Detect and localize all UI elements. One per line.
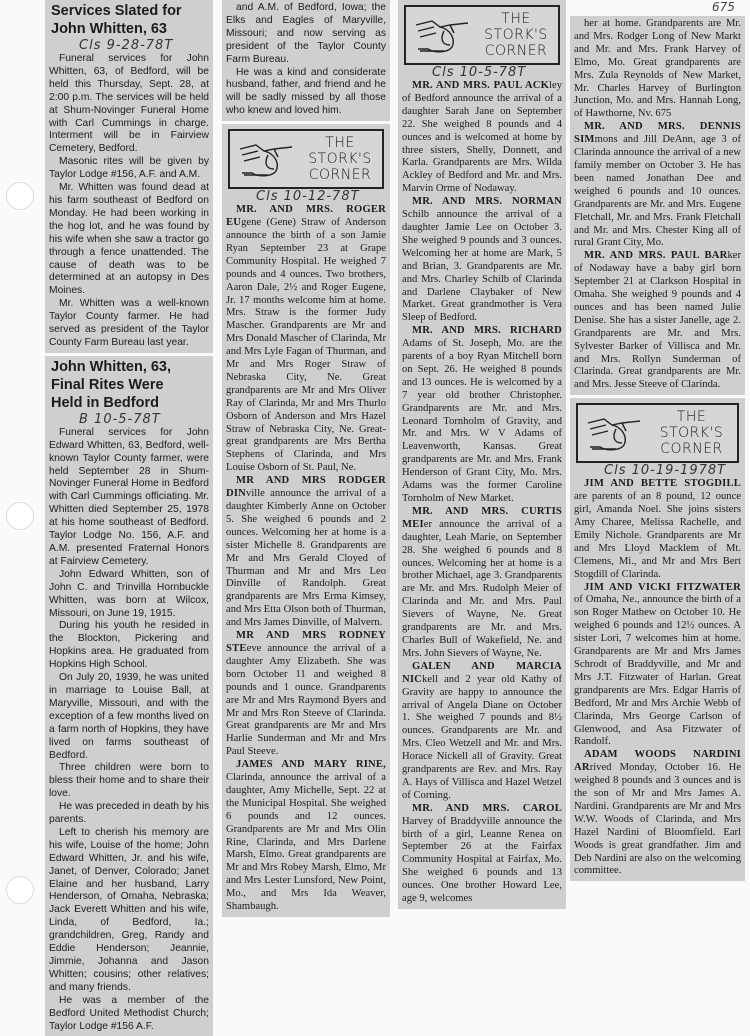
handwritten-date: Cls 10-12-78T [256, 189, 360, 205]
paragraph [49, 801, 209, 827]
column-4-clippings [570, 16, 745, 881]
paragraph-text: er announce the arrival of a daughter, Leah Marie, on September 28. She weighed 6 pounds and 8 ounces. Welcoming her at home is a brother Michael, age 3. Grandparents are Mr. and Mrs. Rudolph Meier of Clarinda and Mr. and Mrs. Paul Sievers of Wayne, Ne. Great grandparents are Mr. and Mrs. Charles Bull of Wakefield, Ne. and Mrs. John Sievers of Wayne, Ne. [402, 518, 562, 659]
binder-hole [6, 182, 34, 210]
paragraph-text: and A.M. of Bedford, Iowa; the Elks and Eagles of Maryville, Missouri; and now serving as president of the Taylor County Farm Bureau. [226, 2, 386, 65]
paragraph-text: her at home. Grandparents are Mr. and Mrs. Rodger Long of New Markt and Mr. and Mrs. Frank Harvey of Elmo, Mo. Great grandparents are Mrs. Zula Reynolds of New Market, Mr. Charles Harvey of Burlington Junction, Mo. and Mrs. Hannah Long, of Hawthorne, Nv. 675 [574, 18, 741, 120]
stork-icon [234, 137, 298, 181]
paragraph-lead: MR. AND MRS. ROGER EU [226, 204, 386, 229]
paragraph-text: gene (Gene) Straw of Anderson announce the birth of a son Jamie Ryan September 23 at Grape Community Hospital. He weighed 7 pounds and 4 ounces. Two brothers, Aaron Dale, 2½ and Roger Eugene, Jr. 17 months welcome him at home. Mrs. Straw is the former Judy Mascher. Grandparents are Mr and Mrs Donald Mascher of Clarinda, Mr and Mrs Lyle Fagan of Thurman, and Mr and Mrs Roger Straw of Nebraska City, Ne. Great grandparents are Mr and Mrs Oliver Ray of Clarinda, Mr and Mrs Thurlo Osborn of Anderson and Mrs Hazel Straw of Nebraska City, Ne. Great-great grandparents are Mrs Bertha Stephens of Clarinda, and Mrs Louise Osborn of St. Paul, Ne. [226, 217, 386, 474]
logo-line: CORNER [308, 167, 372, 184]
paragraph [49, 427, 209, 569]
headline-line: Held in Bedford [51, 394, 159, 411]
paragraph-text: eve announce the arrival of a daughter Amy Elizabeth. She was born October 11 and weighed 8 pounds and 1 ounce. Grandparents are Mr and Mrs Raymond Byers and Mr and Mrs Ron Steeve of Clarinda. Great grandparents are Mr and Mrs Harlie Sunderman and Mr and Mrs Paul Steeve. [226, 642, 386, 758]
paragraph-lead: MR. AND MRS. PAUL ACK [412, 80, 550, 91]
paragraph [574, 250, 741, 392]
paragraph-lead: MR AND MRS RODNEY STE [226, 630, 386, 654]
paragraph-text: Three children were born to bless their home and to share their love. [49, 762, 209, 800]
paragraph [226, 475, 386, 630]
article-body [49, 427, 209, 1034]
paragraph [402, 506, 562, 661]
paragraph [49, 827, 209, 995]
paragraph-text: Funeral services for John Edward Whitten, 63, Bedford, well-known Taylor County farmer, were held September 28 in Shum-Novinger Funeral Home in Bedford with Carl Cummings officiating. Mr. Whitten died September 25, 1978 at his home southeast of Bedford. Taylor Lodge No. 156, A.F. and A.M. presented Fraternal Honors at Fairview Cemetery. [49, 426, 209, 567]
paragraph [49, 53, 209, 156]
handwritten-date: B 10-5-78T [79, 411, 161, 427]
paragraph-text: John Edward Whitten, son of John C. and Trinvilla Hornbuckle Whitten, was born at Wilcox, Missouri, on June 19, 1915. [49, 568, 209, 619]
article-body [226, 2, 386, 118]
paragraph [49, 620, 209, 672]
paragraph [402, 196, 562, 325]
article-body [49, 53, 209, 350]
paragraph-text: kell and 2 year old Kathy of Gravity are happy to announce the arrival of Angela Diane on October 1. She weighed 7 pounds and 8½ ounces. Grandparents are Mr. and Mrs. Cleo Wetzell and Mr. and Mrs. Horace Nickell all of Gravity. Great grandparents are Rev. and Mrs. Ray A. Hays of Villisca and Hazel Wetzel of Corning. [402, 673, 562, 801]
paragraph [402, 325, 562, 506]
column-2 [222, 0, 390, 917]
paragraph [574, 121, 741, 250]
paragraph [49, 762, 209, 801]
storks-corner-clipping-2-continued [570, 16, 745, 395]
paragraph-text: rived Monday, October 16. He weighed 8 pounds and 3 ounces and is the son of Mr and Mrs James A. Nardini. Grandparents are Mr and Mrs W.W. Woods of Clarinda, and Mrs Hazel Nardini of Bloomfield. Earl Woods is great grandfather. Jim and Deb Nardini are also on the welcoming committee. [574, 762, 741, 877]
paragraph-lead: MR. AND MRS. DENNIS SIM [574, 121, 741, 146]
paragraph [402, 803, 562, 906]
paragraph-text: Funeral services for John Whitten, 63, of Bedford, will be held this Thursday, Sept. 28, at 2:00 p.m. The services will be held at Shum-Novinger Funeral Home with Carl Cummings in charge. Interment will be in Fairview Cemetery, Bedford. [49, 53, 209, 155]
headline-line: Final Rites Were [51, 376, 164, 393]
article-body [402, 80, 562, 906]
paragraph-text: mons and Jill DeAnn, age 3 of Clarinda announce the arrival of a new family member on October 3. He has been named Jonathan Dee and weighed 6 pounds and 10 ounces. Grandparents are Mr. and Mrs. Eugene Fletchall, Mr. and Mrs. Frank Fletchall and Mr. and Mrs. Chester King all of rural Grant City, Mo. [574, 134, 741, 249]
paragraph-text: Left to cherish his memory are his wife, Louise of the home; John Edward Whitten, Jr. and his wife, Janet, of Denver, Colorado; Janet Elaine and her husband, Larry Henderson, of Omaha, Nebraska; Jack Everett Whitten and his wife, Linda, of Bedford, Ia.; grandchildren, Greg, Randy and Eddie Henderson; Jeannie, Jimmie, Johanna and Jason Whitten; cousins; other relatives; and many friends. [49, 826, 209, 993]
paragraph [49, 298, 209, 350]
logo-line: STORK'S [308, 151, 372, 168]
paragraph [49, 182, 209, 298]
storks-corner-logo [404, 5, 560, 65]
column-3 [398, 0, 566, 909]
logo-line: THE [325, 135, 355, 152]
paragraph-lead: JIM AND BETTE STOGDILL [584, 478, 741, 490]
paragraph-text: Masonic rites will be given by Taylor Lodge #156, A.F. and A.M. [49, 156, 209, 181]
paragraph [49, 156, 209, 182]
handwritten-date: Cls 10-5-78T [432, 65, 527, 80]
paragraph-text: Schilb announce the arrival of a daughter Jamie Lee on October 3. She weighed 9 pounds and 3 ounces. Welcoming her at home are Mark, 5 and Brian, 3. Grandparents are Mr. and Mrs. Charley Schilb of Clarinda and Darlene Claybaker of New Market. Great grandmother is Vera Sleep of Bedford. [402, 209, 562, 324]
paragraph-text: He was a member of the Bedford United Methodist Church; Taylor Lodge #156 A.F. [49, 994, 209, 1032]
paragraph-text: are parents of an 8 pound, 12 ounce girl, Amanda Noel. She joins sisters Amy Charee, Melissa Rachelle, and Emily Nichole. Grandparents are Mr and Mrs Lloyd Macklem of Mt. Clemens, Mi., and Mr and Mrs Bert Stogdill of Clarinda. [574, 491, 741, 580]
paragraph-lead: JAMES AND MARY RINE, [236, 759, 386, 771]
handwritten-date: Cls 10-19-1978T [604, 463, 727, 479]
paragraph [226, 759, 386, 914]
paragraph-text: On July 20, 1939, he was united in marriage to Louise Ball, at Maryville, Missouri, and with the exception of a few months lived on a farm north of Hopkins, they have lived on farms southeast of Bedford. [49, 672, 209, 761]
paragraph-text: Harvey of Braddyville announce the birth of a girl, Leanne Renea on September 26 at the Fairfax Community Hospital at Fairfax, Mo. She weighed 6 pounds and 13 ounces. One brother Howard Lee, age 9, welcomes [402, 815, 562, 905]
storks-corner-clipping-2 [398, 0, 566, 909]
paragraph-text: Adams of St. Joseph, Mo. are the parents of a boy Ryan Mitchell born on Sept. 26. He weighed 8 pounds and 13 ounces. He is welcomed by a 7 year old brother Christopher. Grandparents are Mr. and Mrs. Leonard Tornholm of Gravity, and Mr. and Mrs. W V Adams of Leavenworth, Kansas. Great grandparents are Mr. and Mrs. Frank Henderson of Grant City, Mo. Mrs. Adams was the former Caroline Tornholm of New Market. [402, 338, 562, 504]
paragraph-text: He was a kind and considerate husband, father, and friend and he will be sadly missed by all those who knew and loved him. [226, 66, 386, 117]
paragraph-text: ley of Bedford announce the arrival of a daughter Sarah Jane on September 22. She weighed 8 pounds and 4 ounces and is welcomed at home by three sisters, Shelly, Donnett, and Karla. Grandparents are Mrs. Wilda Ackley of Bedford and Mr. and Mrs. Marvin Orme of Nodaway. [402, 80, 562, 195]
paragraph-text: ker of Nodaway have a baby girl born September 21 at Clarkson Hospital in Omaha. She weighed 9 pounds and 4 ounces and has been named Julie Denise. She has a sister Janelle, age 2. Grandparents are Mr. and Mrs. Sylvester Barker of Villisca and Mr. and Mrs. Rollyn Sunderman of Clarinda. Great grandparents are Mr. and Mrs. Jesse Steeve of Clarinda. [574, 250, 741, 391]
obituary-clipping-2 [45, 356, 213, 1036]
paragraph-text: He was preceded in death by his parents. [49, 801, 209, 826]
logo-line: THE [501, 11, 531, 27]
page-number: 675 [712, 0, 735, 14]
storks-corner-clipping-1 [222, 124, 390, 917]
paragraph-text: During his youth he resided in the Blockton, Pickering and Hopkins area. He graduated from Hopkins High School. [49, 620, 209, 671]
storks-corner-logo [228, 129, 384, 189]
paragraph [574, 749, 741, 878]
paragraph [49, 672, 209, 762]
paragraph-lead: MR. AND MRS. CAROL [412, 802, 562, 814]
obituary-clipping-2-continued [222, 0, 390, 121]
paragraph-text: Clarinda, announce the arrival of a daughter, Amy Michelle, Sept. 22 at the Municipal Hospital. She weighed 6 pounds and 12 ounces. Grandparents are Mr and Mrs Olin Rine, Clarinda, and Mrs Darlene Marsh, Elmo. Great grandparents are Mr and Mrs Robey Marsh, Elmo, Mr and Mrs Lester Lunsford, New Point, Mo., and Mrs Ida Weaver, Shambaugh. [226, 772, 386, 913]
paragraph-lead: ADAM WOODS NARDINI AR [574, 749, 741, 774]
paragraph-lead: JIM AND VICKI FITZWATER [584, 581, 741, 593]
column-1 [45, 0, 213, 1036]
logo-line: STORK'S [659, 425, 724, 442]
binder-hole [6, 876, 34, 904]
paragraph [49, 995, 209, 1034]
paragraph [402, 80, 562, 196]
paragraph-lead: MR AND MRS RODGER DIN [226, 475, 386, 500]
storks-corner-clipping-3 [570, 398, 745, 881]
logo-line: CORNER [484, 43, 548, 59]
paragraph-lead: MR. AND MRS. NORMAN [412, 196, 562, 208]
paragraph-lead: MR. AND MRS. RICHARD [412, 325, 562, 337]
paragraph [226, 630, 386, 759]
logo-line: THE [676, 409, 707, 426]
logo-line: STORK'S [484, 27, 548, 43]
stork-icon [410, 13, 474, 57]
paragraph [574, 18, 741, 121]
paragraph-text: of Omaha, Ne., announce the birth of a son Roger Mathew on October 10. He weighed 6 pounds and 12½ ounces. A sister Lori, 7 welcomes him at home. Grandparents are Mr and Mrs James Schrodt of Braddyville, and Mr and Mrs J.T. Fitzwater of Harlan. Great grandparents are Mrs. Edgar Harris of Bedford, Mr and Mrs Archie Webb of Clarinda, Mrs George Carlson of Glenwood, and Asa Fitzwater of Randolf. [574, 594, 741, 748]
article-body [226, 204, 386, 914]
paragraph-lead: GALEN AND MARCIA NIC [402, 660, 562, 685]
headline-line: John Whitten, 63 [51, 21, 167, 37]
headline-line: John Whitten, 63, [51, 358, 172, 375]
article-body [574, 18, 741, 392]
obituary-clipping-1 [45, 0, 213, 353]
paragraph [226, 2, 386, 67]
paragraph-text: Mr. Whitten was a well-known Taylor County farmer. He had served as president of the Taylor County Farm Bureau last year. [49, 298, 209, 348]
article-body [574, 478, 741, 878]
paragraph [574, 478, 741, 581]
logo-line: CORNER [660, 441, 723, 458]
paragraph-text: Mr. Whitten was found dead at his farm southeast of Bedford on Monday. He had been working in the hog lot, and he was found by his wife when she saw a tractor go through a fence unattended. The cause of death was to be determined at an autopsy in Des Moines. [49, 182, 209, 297]
stork-icon [582, 411, 646, 455]
paragraph [226, 67, 386, 119]
paragraph-lead: MR. AND MRS. CURTIS MEI [402, 505, 562, 530]
paragraph-text: ville announce the arrival of a daughter Kimberly Anne on October 5. She weighed 6 pounds and 2 ounces. Welcoming her at home is a sister Michelle 8. Grandparents are Mr and Mrs Gerald Cloyed of Thurman and Mr and Mrs Leo Dinville of Randolph. Great grandparents are Mrs Erma Kimsey, and Mrs Etta Olson both of Thurman, and Mrs James Dinville, of Malvern. [226, 488, 386, 629]
storks-corner-logo [576, 403, 739, 463]
paragraph [402, 661, 562, 803]
paragraph-lead: MR. AND MRS. PAUL BAR [584, 250, 728, 262]
paragraph [49, 569, 209, 621]
paragraph [574, 582, 741, 750]
handwritten-date: Cls 9-28-78T [79, 38, 174, 53]
binder-hole [6, 502, 34, 530]
headline-line: Services Slated for [51, 3, 182, 19]
paragraph [226, 204, 386, 475]
